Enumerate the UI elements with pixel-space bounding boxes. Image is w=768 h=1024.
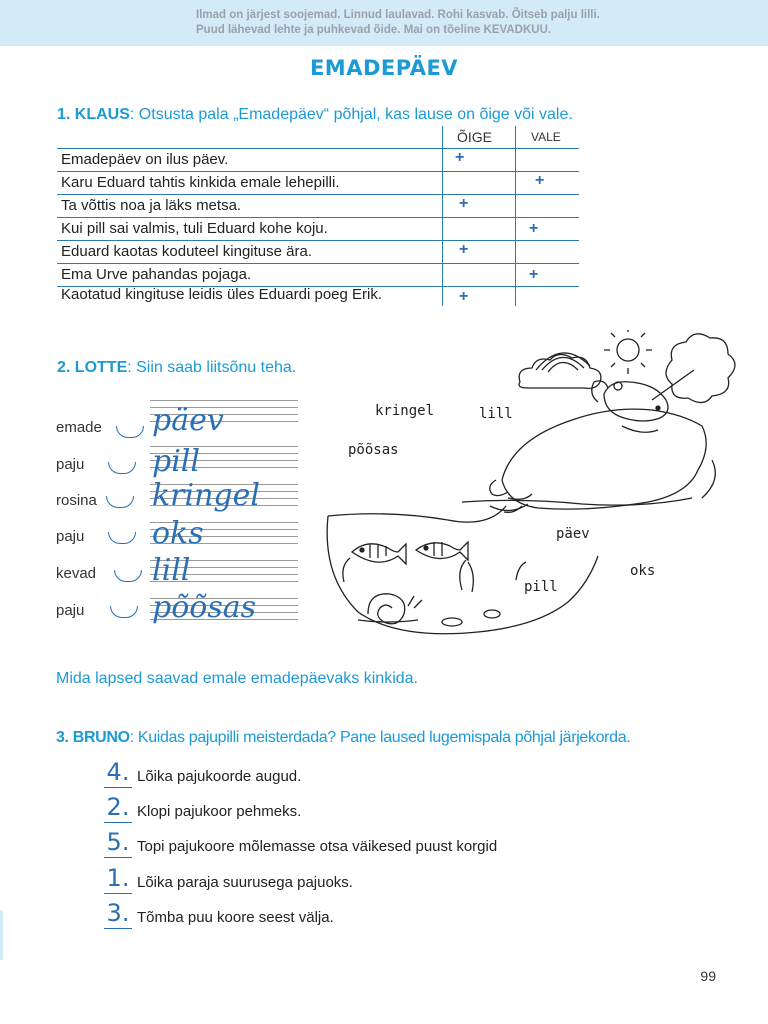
picture-word: põõsas (348, 442, 399, 458)
header-band (0, 0, 768, 46)
picture-word: pill (524, 579, 558, 595)
picture-word: kringel (375, 403, 435, 419)
mark-true[interactable]: + (459, 241, 469, 258)
order-number[interactable]: 5. (106, 828, 130, 856)
mark-false[interactable]: + (535, 172, 545, 189)
row-sentence: Ema Urve pahandas pojaga. (61, 266, 252, 283)
task1-name: KLAUS (74, 106, 130, 123)
picture-word: oks (630, 563, 656, 579)
mark-true[interactable]: + (455, 149, 465, 166)
task2-name: LOTTE (74, 359, 128, 376)
page-title: EMADEPÄEV (309, 56, 459, 80)
handwritten-answer[interactable]: põõsas (152, 590, 257, 625)
order-number[interactable]: 3. (106, 899, 130, 927)
ordering-item (104, 795, 664, 825)
task3-instruction: : Kuidas pajupilli meisterdada? Pane laused lugemispala põhjal järjekorda. (129, 729, 631, 746)
answer-line (104, 928, 132, 929)
true-false-table (57, 126, 579, 306)
answer-line (104, 893, 132, 894)
ordering-sentence: Klopi pajukoor pehmeks. (137, 803, 302, 820)
ordering-item (104, 901, 664, 931)
mark-true[interactable]: + (459, 288, 469, 305)
link-mark (116, 426, 144, 438)
ordering-item (104, 760, 664, 790)
margin-tab (0, 910, 3, 960)
task3-name: BRUNO (72, 729, 130, 746)
handwritten-answer[interactable]: kringel (152, 478, 260, 513)
page-number: 99 (700, 968, 716, 984)
task3-number: 3. (56, 729, 69, 746)
row-sentence: Ta võttis noa ja läks metsa. (61, 197, 242, 214)
ordering-sentence: Lõika pajukoorde augud. (137, 768, 302, 785)
row-sentence: Kaotatud kingituse leidis üles Eduardi poeg Erik. (61, 286, 383, 303)
task2-heading (57, 359, 296, 377)
link-mark (106, 496, 134, 508)
row-sentence: Karu Eduard tahtis kinkida emale lehepilli. (61, 174, 340, 191)
column-true: ÕIGE (457, 129, 493, 145)
handwritten-answer[interactable]: oks (152, 516, 204, 551)
answer-line (104, 857, 132, 858)
order-number[interactable]: 1. (106, 864, 130, 892)
handwritten-answer[interactable]: päev (152, 403, 224, 438)
ordering-sentence: Topi pajukoore mõlemasse otsa väikesed puust korgid (137, 838, 498, 855)
table-row (57, 195, 579, 218)
column-false: VALE (531, 130, 561, 144)
table-row (57, 218, 579, 241)
link-mark (108, 462, 136, 474)
ordering-item (104, 830, 664, 860)
task2-instruction: : Siin saab liitsõnu teha. (127, 359, 297, 376)
ordering-sentence: Tõmba puu koore seest välja. (137, 909, 334, 926)
table-row (57, 172, 579, 195)
row-sentence: Emadepäev on ilus päev. (61, 151, 229, 168)
task1-number: 1. (57, 106, 71, 123)
header-line-2: Puud lähevad lehte ja puhkevad õide. Mai on tõeline KEVADKUU. (196, 24, 552, 36)
mark-false[interactable]: + (529, 266, 539, 283)
handwritten-answer[interactable]: pill (152, 444, 200, 479)
link-mark (114, 570, 142, 582)
link-mark (110, 606, 138, 618)
table-row (57, 241, 579, 264)
header-line-1: Ilmad on järjest soojemad. Linnud laulavad. Rohi kasvab. Õitseb palju lilli. (196, 9, 600, 21)
task2-note: Mida lapsed saavad emale emadepäevaks kinkida. (56, 670, 418, 687)
word-first-part: kevad (56, 565, 97, 582)
handwritten-answer[interactable]: lill (152, 553, 191, 588)
word-first-part: paju (56, 456, 85, 473)
order-number[interactable]: 4. (106, 758, 130, 786)
ordering-item (104, 866, 664, 896)
word-first-part: emade (56, 419, 102, 436)
task1-heading (57, 106, 573, 124)
word-first-part: rosina (56, 492, 97, 509)
table-row (57, 284, 579, 306)
picture-word: lill (479, 406, 513, 422)
row-sentence: Kui pill sai valmis, tuli Eduard kohe koju. (61, 220, 328, 237)
mark-false[interactable]: + (529, 220, 539, 237)
task1-instruction: : Otsusta pala „Emadepäev“ põhjal, kas lause on õige või vale. (129, 106, 573, 123)
task3-heading (56, 729, 630, 747)
table-row (57, 149, 579, 172)
ordering-sentence: Lõika paraja suurusega pajuoks. (137, 874, 353, 891)
answer-line (104, 787, 132, 788)
row-sentence: Eduard kaotas koduteel kingituse ära. (61, 243, 312, 260)
mark-true[interactable]: + (459, 195, 469, 212)
picture-word: päev (556, 526, 590, 542)
link-mark (108, 532, 136, 544)
order-number[interactable]: 2. (106, 793, 130, 821)
task2-number: 2. (57, 359, 71, 376)
word-first-part: paju (56, 528, 85, 545)
word-first-part: paju (56, 602, 85, 619)
answer-line (104, 822, 132, 823)
